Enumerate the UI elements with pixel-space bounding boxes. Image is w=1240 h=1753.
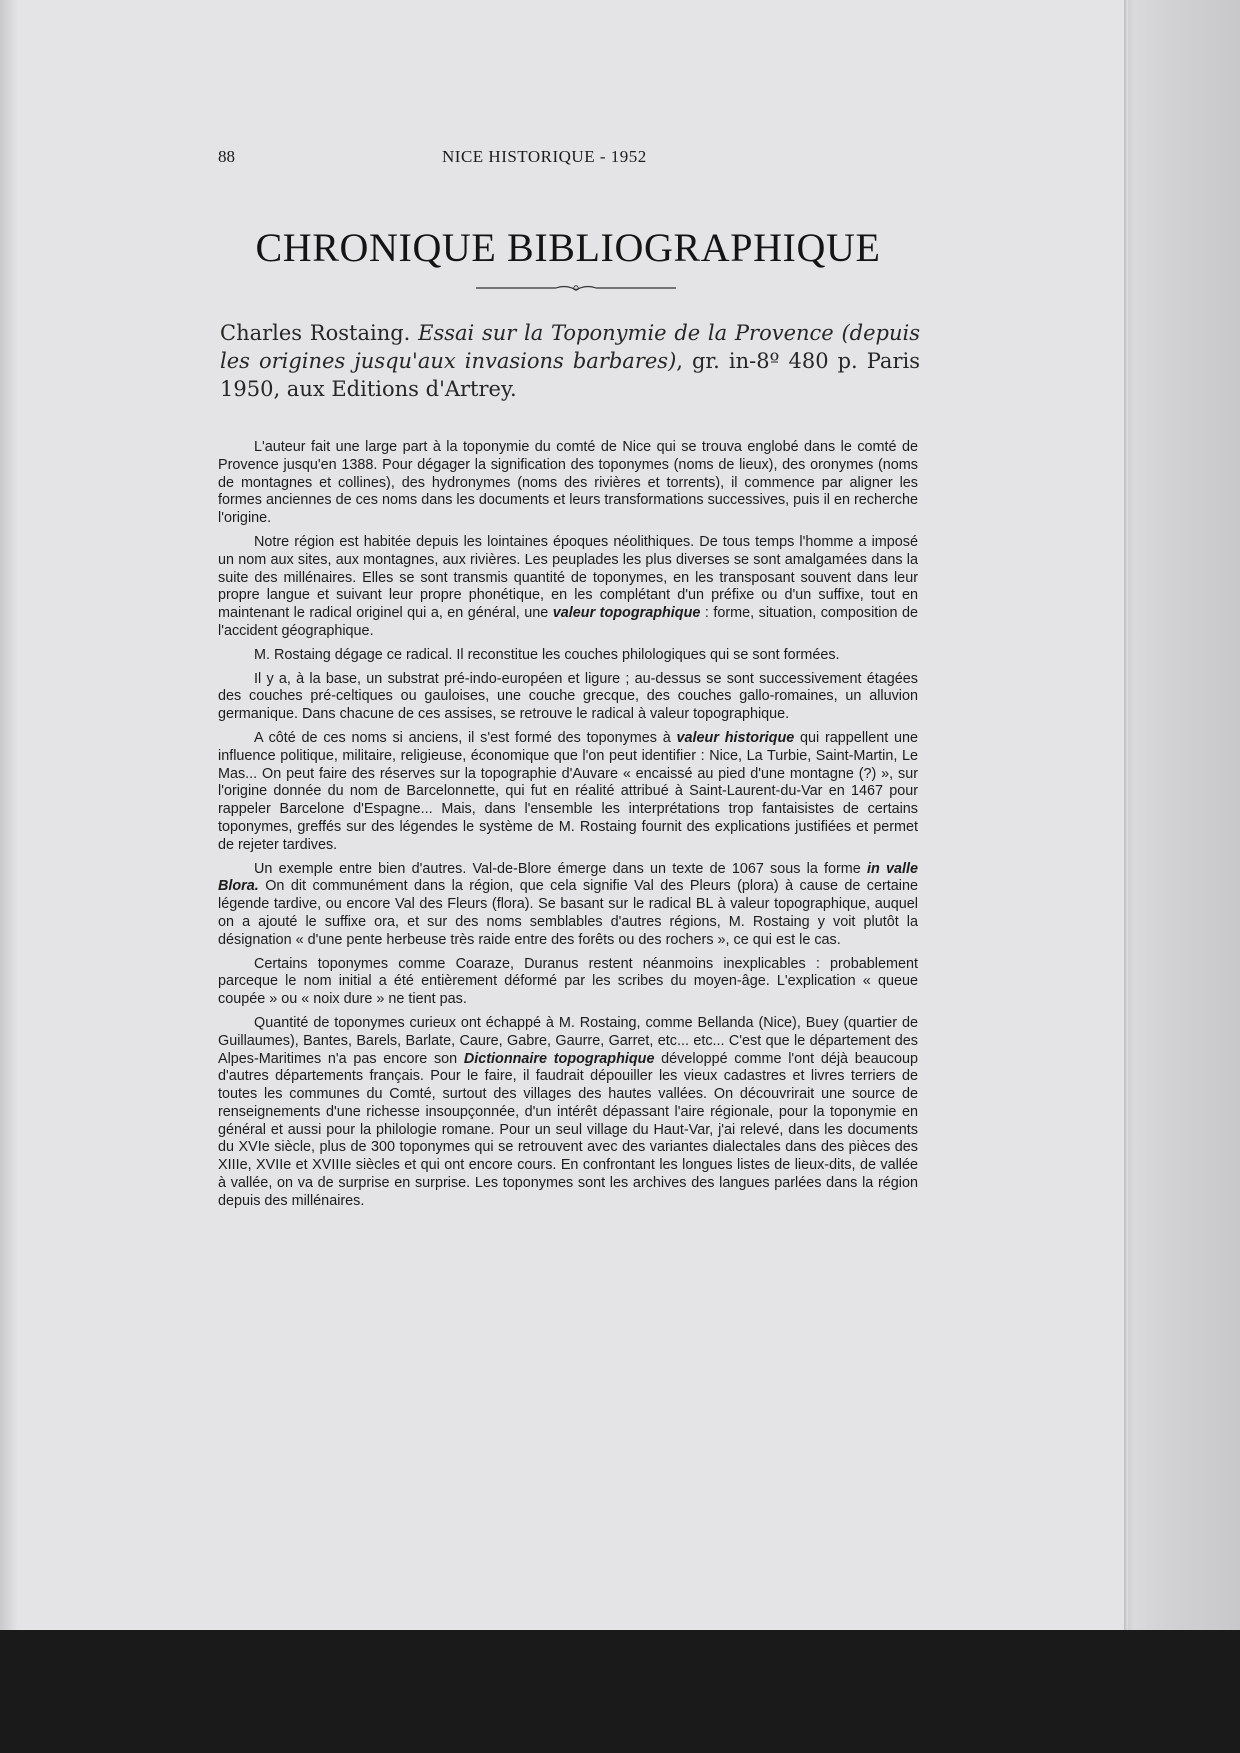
paragraph: Un exemple entre bien d'autres. Val-de-Blore émerge dans un texte de 1067 sous la forme in valle Blora. On dit communément dans la région, que cela signifie Val des Pleurs (plora) à cause de certaine légende tardive, ou encore Val des Fleurs (flora). Se basant sur le radical BL à valeur topographique, auquel on a ajouté le suffixe ora, et sur des noms semblables d'autres régions, M. Rostaing y voit plutôt la désignation « d'une pente herbeuse très raide entre des forêts ou des rochers », ce qui est le cas.	[218, 860, 918, 948]
page-number: 88	[218, 147, 235, 166]
book-author: Charles Rostaing.	[220, 321, 411, 345]
section-title: CHRONIQUE BIBLIOGRAPHIQUE	[255, 225, 881, 270]
paragraph: A côté de ces noms si anciens, il s'est formé des toponymes à valeur historique qui rappellent une influence politique, militaire, religieuse, économique que l'on peut identifier : Nice, La Turbie, Saint-Martin, Le Mas... On peut faire des réserves sur la topographie d'Auvare « encaissé au pied d'une montagne (?) », sur l'origine donnée du nom de Barcelonnette, qui fut en réalité attribué à Saint-Laurent-du-Var en 1467 pour rappeler Barcelone d'Espagne... Mais, dans l'ensemble les interprétations trop fantaisistes de certains toponymes, greffés sur des légendes le système de M. Rostaing fournit des explications justifiées et permet de rejeter tardives.	[218, 729, 918, 853]
paragraph: Il y a, à la base, un substrat pré-indo-européen et ligure ; au-dessus se sont successivement étagées des couches pré-celtiques ou gauloises, une couche grecque, des couches gallo-romaines, un alluvion germanique. Dans chacune de ces assises, se retrouve le radical à valeur topographique.	[218, 670, 918, 723]
paragraph: L'auteur fait une large part à la toponymie du comté de Nice qui se trouva englobé dans le comté de Provence jusqu'en 1388. Pour dégager la signification des toponymes (noms de lieux), des oronymes (noms de montagnes et collines), des hydronymes (noms des rivières et torrents), il commence par aligner les formes anciennes de ces noms dans les documents et leurs transformations successives, puis il en recherche l'origine.	[218, 439, 918, 527]
page-header	[218, 147, 918, 169]
paragraph: Quantité de toponymes curieux ont échappé à M. Rostaing, comme Bellanda (Nice), Buey (quartier de Guillaumes), Bantes, Barels, Barlate, Caure, Gabre, Gaurre, Garret, etc... etc... C'est que le département des Alpes-Maritimes n'a pas encore son Dictionnaire topographique développé comme l'ont déjà beaucoup d'autres départements français. Pour le faire, il faudrait dépouiller les vieux cadastres et livres terriers de toutes les communes du Comté, surtout des villages des hautes vallées. On découvrirait une source de renseignements d'une richesse insoupçonnée, d'un intérêt dépassant l'aire régionale, pour la toponymie en général et aussi pour la philologie romane. Pour un seul village du Haut-Var, j'ai relevé, dans les documents du XVIe siècle, plus de 300 toponymes qui se retrouvent avec des variantes dialectales dans des pièces des XIIIe, XVIIe et XVIIIe siècles et qui ont encore cours. En confrontant les longues listes de lieux-dits, de vallée à vallée, on va de surprise en surprise. Les toponymes sont les archives des langues parlées dans la région depuis des millénaires.	[218, 1014, 918, 1209]
facing-page-edge	[1128, 0, 1240, 1630]
review-body	[218, 439, 918, 1217]
paragraph: Certains toponymes comme Coaraze, Duranus restent néanmoins inexplicables : probablement parceque le nom initial a été entièrement déformé par les scribes du moyen-âge. L'explication « queue coupée » ou « noix dure » ne tient pas.	[218, 955, 918, 1008]
running-title: NICE HISTORIQUE - 1952	[442, 147, 647, 166]
page-left-shadow	[0, 0, 18, 1630]
book-details: , gr. in-8º 480 p. Paris 1950, aux Editions d'Artrey.	[220, 349, 920, 401]
paragraph: M. Rostaing dégage ce radical. Il reconstitue les couches philologiques qui se sont formées.	[254, 646, 840, 663]
divider-ornament-icon	[476, 282, 676, 294]
book-reference	[220, 319, 920, 403]
paragraph: Notre région est habitée depuis les lointaines époques néolithiques. De tous temps l'homme a imposé un nom aux sites, aux montagnes, aux rivières. Les peuplades les plus diverses se sont amalgamées dans la suite des millénaires. Elles se sont transmis quantité de toponymes, en les transposant souvent dans leur propre langue et suivant leur propre phonétique, en les complétant d'un préfixe ou d'un suffixe, tout en maintenant le radical originel qui a, en général, une valeur topographique : forme, situation, composition de l'accident géographique.	[218, 533, 918, 639]
book-title: Essai sur la Toponymie de la Provence (depuis les origines jusqu'aux invasions barbares)	[220, 321, 920, 373]
